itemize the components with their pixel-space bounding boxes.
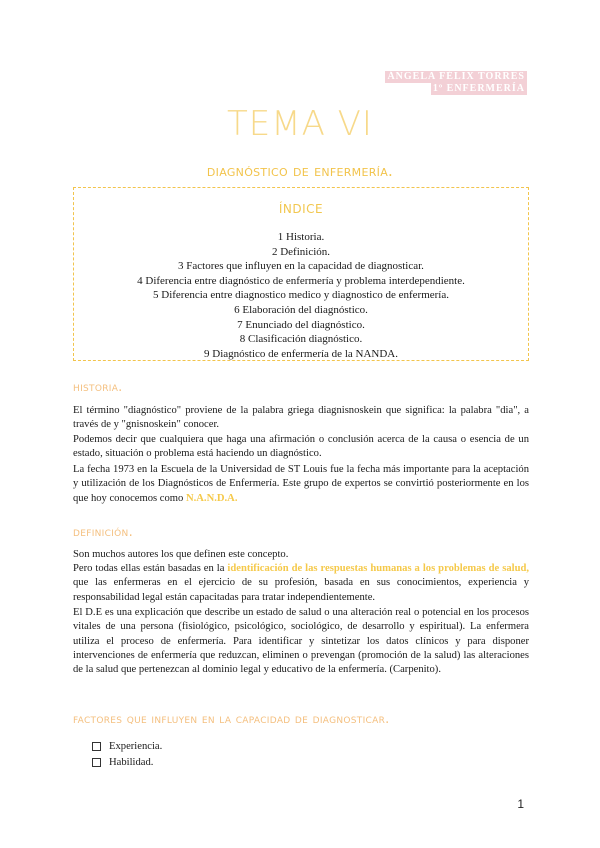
index-item: 4 Diferencia entre diagnóstico de enfermería y problema interdependiente. — [137, 274, 465, 287]
index-item: 8 Clasificación diagnóstico. — [239, 333, 363, 346]
section-heading-historia: historia. — [73, 380, 123, 395]
definicion-paragraph-1: Son muchos autores los que definen este concepto. — [73, 549, 289, 560]
index-box — [73, 187, 529, 361]
definicion-paragraph-3: El D.E es una explicación que describe un estado de salud o una alteración real o potencial en los procesos vitales de una persona (fisiológico, psicológico, sociológico, de desarrollo y espiritual). La enfermera utiliza el proceso de enfermería. Para identificar y sintetizar los datos clínicos y para disponer intervenciones de enfermería que reduzcan, eliminen o prevengan (promoción de la salud) las alteraciones de la salud que pertenezcan al dominio legal y educativo de la enfermería. (Carpenito). — [73, 607, 529, 676]
index-item: 2 Definición. — [271, 245, 331, 258]
author-course: 1º ENFERMERÍA — [432, 83, 525, 94]
nanda-highlight: N.A.N.D.A. — [185, 492, 238, 504]
section-heading-factores: factores que influyen en la capacidad de diagnosticar. — [73, 712, 390, 727]
checkbox-icon[interactable] — [92, 742, 101, 751]
checklist-item — [92, 739, 162, 755]
historia-paragraph-2: Podemos decir que cualquiera que haga una afirmación o conclusión acerca de la causa o esencia de un estado, situación o problema está haciendo un diagnóstico. — [73, 434, 529, 460]
definicion-paragraph-2 — [73, 562, 529, 605]
historia-paragraph-3-text: La fecha 1973 en la Escuela de la Universidad de ST Louis fue la fecha más importante para la aceptación y utilización de los Diagnósticos de Enfermería. Este grupo de expertos se convirtió posteriormente en los que hoy conocemos como — [73, 464, 529, 504]
author-name: ÁNGELA FÉLIX TORRES — [387, 71, 525, 82]
author-block — [385, 71, 527, 95]
page-number: 1 — [517, 797, 524, 811]
definicion-paragraph-2-rest: que las enfermeras en el ejercicio de su profesión, basada en sus conocimientos, experiencia y responsabilidad legal están capacitadas para tratar independientemente. — [73, 577, 529, 603]
historia-paragraph-1: El término "diagnóstico" proviene de la palabra griega diagnisnoskein que significa: la palabra "dia", a través de y "gnisnoskein" conocer. — [73, 405, 529, 431]
index-item: 6 Elaboración del diagnóstico. — [234, 303, 368, 316]
respuestas-humanas-highlight: identificación de las respuestas humanas a los problemas de salud, — [227, 563, 529, 574]
section-heading-definicion: definición. — [73, 525, 134, 540]
page-title: TEMA VI — [227, 104, 373, 144]
checklist-item-label: Experiencia. — [109, 741, 163, 752]
page-subtitle: diagnóstico de enfermería. — [206, 162, 394, 180]
definicion-paragraph-2-text: Pero todas ellas están basadas en la — [73, 563, 228, 574]
checklist-item-label: Habilidad. — [109, 756, 154, 768]
index-item: 9 Diagnóstico de enfermería de la NANDA. — [204, 347, 398, 360]
checkbox-icon[interactable] — [92, 758, 101, 767]
factores-checklist — [92, 739, 162, 770]
checklist-item — [92, 755, 162, 771]
index-title: índice — [278, 198, 324, 218]
index-list — [74, 230, 528, 361]
index-item: 1 Historia. — [277, 231, 325, 243]
index-item: 3 Factores que influyen en la capacidad de diagnosticar. — [178, 260, 424, 273]
historia-paragraph-3 — [73, 463, 529, 506]
index-item: 7 Enunciado del diagnóstico. — [237, 318, 365, 331]
index-item: 5 Diferencia entre diagnostico medico y diagnostico de enfermería. — [153, 289, 449, 302]
